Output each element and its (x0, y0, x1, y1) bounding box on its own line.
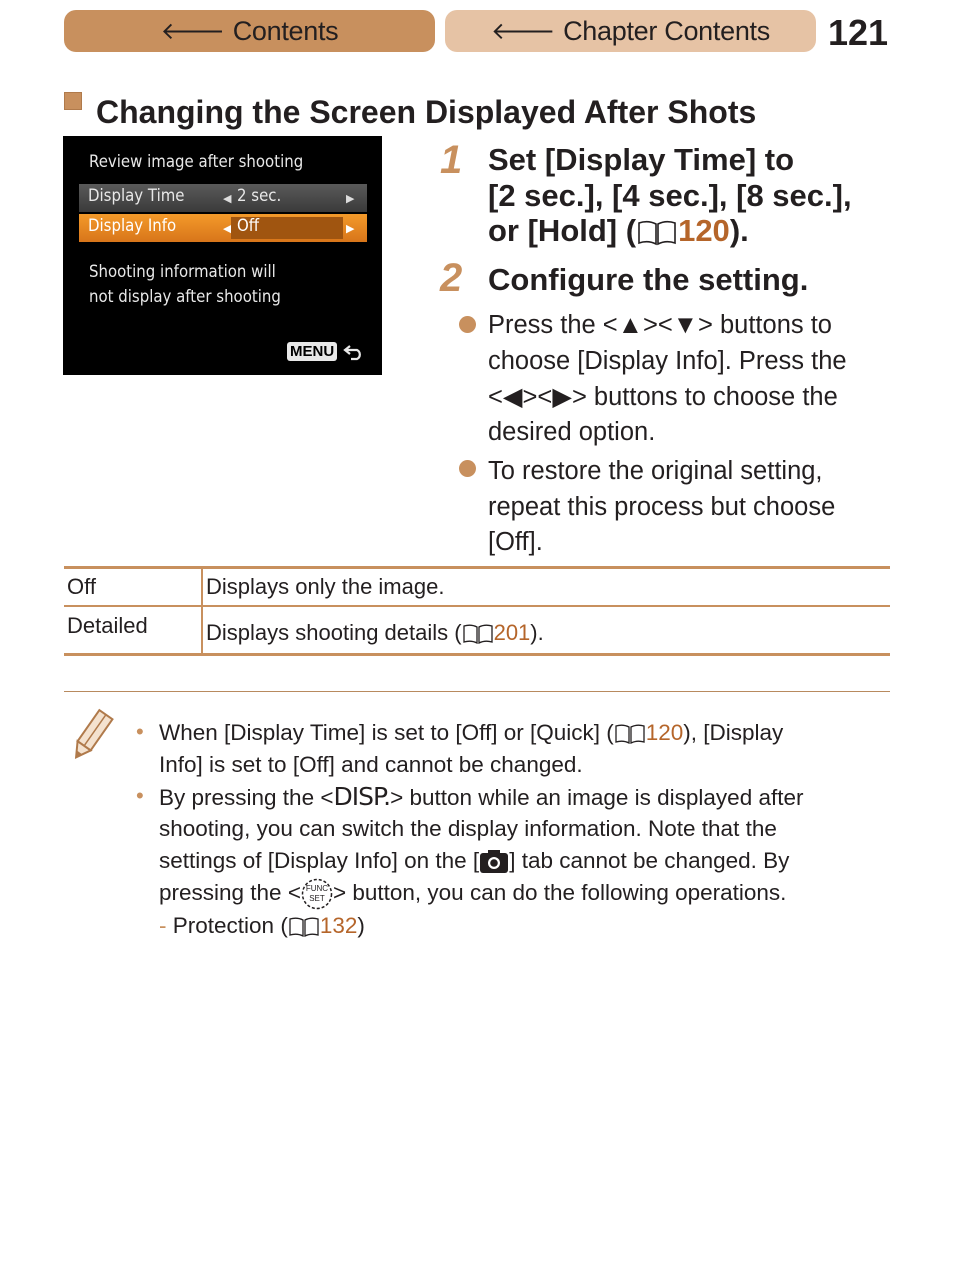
note-2-line1 (159, 781, 879, 814)
step-1-line1: Set [Display Time] to (488, 142, 795, 177)
text: >< (642, 311, 673, 339)
text: When [Display Time] is set to [Off] or [Quick] ( (159, 720, 614, 745)
chapter-contents-button[interactable] (445, 10, 816, 52)
screen-row-label: Display Info (88, 216, 177, 236)
text: > button, you can do the following operations. (332, 880, 787, 905)
step-1-line3 (488, 213, 749, 249)
return-icon (343, 343, 365, 361)
text: >< (522, 383, 553, 411)
step-2-bullet1-line1 (488, 307, 832, 343)
screen-right-arrow-icon: ▶ (346, 223, 355, 235)
page-ref-link[interactable]: 120 (678, 213, 730, 248)
note-1-line1 (159, 717, 879, 749)
down-triangle-icon: ▼ (672, 311, 698, 339)
note-bullet: • (136, 783, 144, 808)
arrow-left-icon: 🡐 (491, 18, 556, 45)
table-row (64, 568, 890, 607)
step-2-bullet1-line4: desired option. (488, 418, 656, 446)
screen-right-arrow-icon: ▶ (346, 193, 355, 205)
func-text: FUNC (305, 884, 329, 894)
section-title: Changing the Screen Displayed After Shots (96, 94, 757, 130)
book-icon (636, 219, 678, 247)
bullet-dot (459, 460, 476, 477)
text: ) (357, 913, 365, 938)
pencil-icon (68, 708, 114, 764)
camera-screen-image (63, 136, 382, 375)
section-square-icon (64, 92, 82, 110)
bullet-dot (459, 316, 476, 333)
screen-row-display-info (79, 214, 367, 242)
description-cell: Displays only the image. (202, 568, 890, 607)
text: Protection ( (172, 913, 288, 938)
text: Press the < (488, 311, 618, 339)
screen-left-arrow-icon: ◀ (223, 223, 232, 235)
book-icon (462, 623, 494, 645)
note-1-line2: Info] is set to [Off] and cannot be changed. (159, 752, 583, 777)
text: ), [Display (683, 720, 784, 745)
step-2-bullet2-line1: To restore the original setting, (488, 457, 823, 485)
text: < (488, 383, 503, 411)
page-ref-link[interactable]: 132 (319, 913, 358, 938)
text: > button while an image is displayed after (390, 785, 804, 810)
screen-row-value: 2 sec. (237, 186, 282, 206)
book-icon (614, 723, 646, 745)
page-ref-link[interactable]: 201 (493, 620, 531, 645)
note-2-line4 (159, 877, 879, 910)
divider (64, 691, 890, 692)
up-triangle-icon: ▲ (617, 311, 643, 339)
step-2-bullet2-line2: repeat this process but choose (488, 493, 836, 521)
func-set-icon (301, 878, 333, 910)
contents-button[interactable] (64, 10, 435, 52)
step-1-number: 1 (440, 138, 463, 182)
options-table (64, 566, 890, 656)
page-number: 121 (828, 12, 889, 53)
disp-button-label: DISP. (333, 782, 391, 811)
note-2-line2: shooting, you can switch the display information. Note that the (159, 816, 777, 841)
step-1-text: ). (729, 213, 749, 248)
note-bullet: • (136, 719, 144, 744)
menu-badge: MENU (287, 342, 337, 361)
right-triangle-icon: ▶ (552, 383, 572, 411)
camera-icon (479, 850, 509, 874)
screen-message-line2: not display after shooting (89, 287, 281, 307)
chapter-contents-label: Chapter Contents (563, 15, 770, 46)
option-cell: Detailed (64, 606, 202, 655)
step-2-title: Configure the setting. (488, 262, 809, 297)
step-2-bullet1-line2: choose [Display Info]. Press the (488, 347, 847, 375)
screen-row-label: Display Time (88, 186, 185, 206)
step-1-line2: [2 sec.], [4 sec.], [8 sec.], (488, 178, 852, 213)
text: ] tab cannot be changed. By (509, 848, 790, 873)
text: settings of [Display Info] on the [ (159, 848, 480, 873)
option-cell: Off (64, 568, 202, 607)
step-2-number: 2 (440, 256, 463, 300)
set-text: SET (309, 894, 325, 904)
contents-label: Contents (232, 15, 339, 46)
page-ref-link[interactable]: 120 (645, 720, 684, 745)
text: ). (530, 620, 544, 645)
step-2-bullet2-line3: [Off]. (488, 528, 543, 556)
left-triangle-icon: ◀ (502, 383, 523, 411)
text: pressing the < (159, 880, 301, 905)
text: > buttons to (698, 311, 832, 339)
text: Displays shooting details ( (206, 620, 462, 645)
step-1-text: or [Hold] ( (488, 213, 637, 248)
note-2-line3 (159, 845, 879, 877)
step-2-bullet1-line3 (488, 379, 838, 415)
screen-left-arrow-icon: ◀ (223, 193, 232, 205)
screen-row-value: Off (237, 216, 260, 236)
screen-row-display-time (79, 184, 367, 212)
arrow-left-icon: 🡐 (160, 18, 225, 45)
text: By pressing the < (159, 785, 334, 810)
book-icon (288, 916, 320, 938)
text: > buttons to choose the (571, 383, 838, 411)
table-row (64, 606, 890, 655)
screen-message-line1: Shooting information will (89, 262, 276, 282)
description-cell (202, 606, 890, 655)
screen-header: Review image after shooting (89, 152, 304, 172)
note-sub-item (159, 910, 879, 942)
dash: - (159, 913, 167, 938)
